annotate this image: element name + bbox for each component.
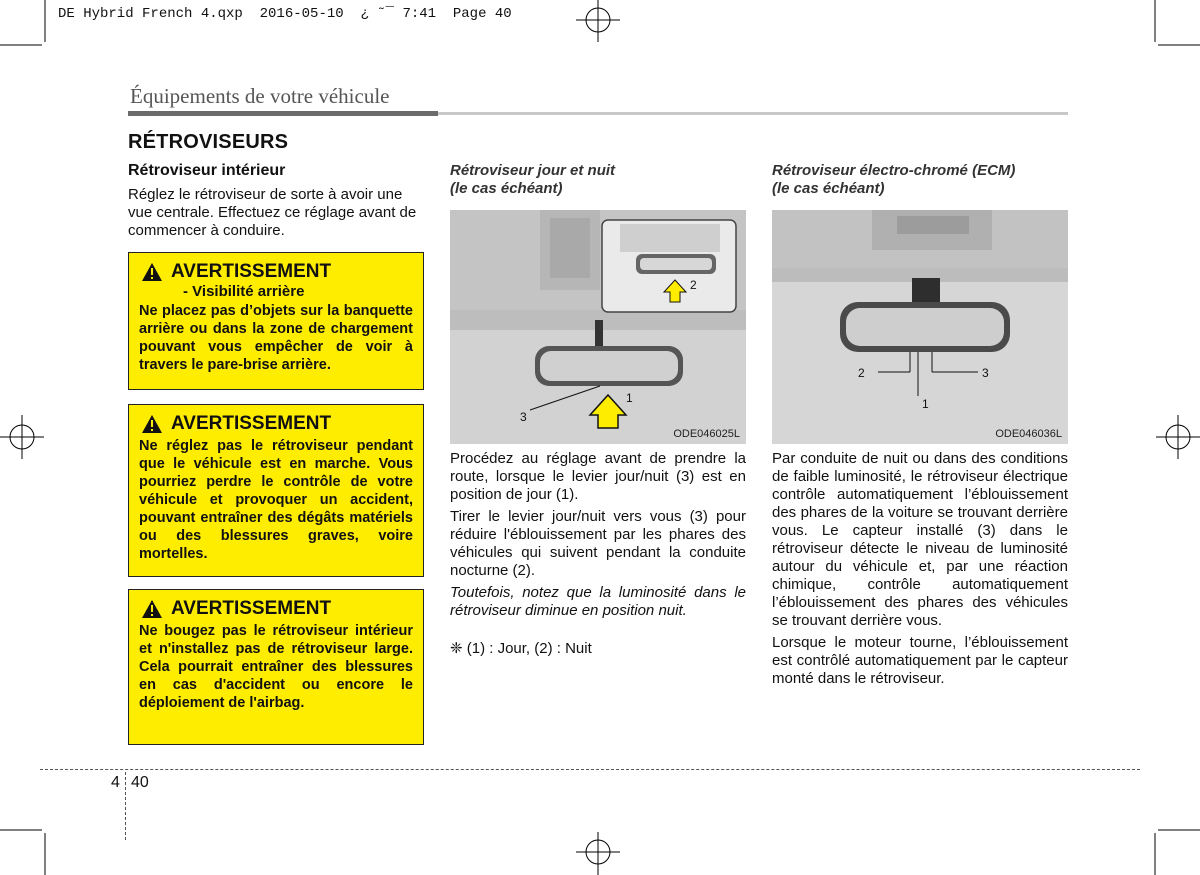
ecm-para-2: Lorsque le moteur tourne, l’éblouissement est contrôlé automatiquement par le capteur monté dans le rétroviseur.: [772, 634, 1068, 687]
warning-title-text: AVERTISSEMENT: [171, 413, 332, 434]
warning-subtitle: - Visibilité arrière: [183, 283, 305, 300]
callout-2: 2: [690, 278, 697, 292]
day-night-para-3: Toutefois, notez que la luminosité dans le rétroviseur diminue en position nuit.: [450, 584, 746, 619]
day-night-caption-line2: (le cas échéant): [450, 180, 563, 197]
callout-1: 1: [922, 397, 929, 411]
warning-icon: [141, 262, 163, 282]
day-night-mirror-figure: [450, 210, 746, 444]
interior-mirror-intro: Réglez le rétroviseur de sorte à avoir une vue centrale. Effectuez ce réglage avant de commencer à conduire.: [128, 186, 417, 239]
footer-divider: [125, 772, 126, 840]
ecm-caption-line2: (le cas échéant): [772, 180, 885, 197]
ecm-mirror-illustration: [772, 210, 1068, 444]
print-header: DE Hybrid French 4.qxp 2016-05-10 ¿ ˜¯ 7:41 Page 40: [58, 6, 512, 22]
main-heading: RÉTROVISEURS: [128, 131, 289, 153]
callout-3: 3: [520, 410, 527, 424]
warning-box-rear-visibility: [128, 252, 424, 390]
callout-1: 1: [626, 391, 633, 405]
callout-2: 2: [858, 366, 865, 380]
ecm-para-1: Par conduite de nuit ou dans des conditions de faible luminosité, le rétroviseur électrique contrôle automatiquement l’éblouissement des phares de la voiture se trouvant derrière vous. Le capteur installé (3) dans le rétroviseur détecte le niveau de luminosité autour du véhicule et, par une réaction chimique, contrôle automatiquement l’éblouissement des phares des véhicules se trouvant derrière vous.: [772, 450, 1068, 629]
warning-body: Ne placez pas d’objets sur la banquette arrière ou dans la zone de chargement pouvant vous empêcher de voir à travers le pare-brise arrière.: [139, 303, 413, 373]
warning-box-adjust-while-driving: [128, 404, 424, 577]
section-title: Équipements de votre véhicule: [130, 84, 390, 108]
header-rule-accent: [128, 111, 438, 116]
ecm-caption-line1: Rétroviseur électro-chromé (ECM): [772, 162, 1016, 179]
day-night-para-1: Procédez au réglage avant de prendre la route, lorsque le levier jour/nuit (3) est en position de jour (1).: [450, 450, 746, 503]
figure-code: ODE046036L: [995, 428, 1062, 440]
day-night-caption-line1: Rétroviseur jour et nuit: [450, 162, 616, 179]
figure-code: ODE046025L: [673, 428, 740, 440]
warning-title-text: AVERTISSEMENT: [171, 261, 332, 282]
warning-box-no-wide-mirror: [128, 589, 424, 745]
day-night-mirror-illustration: [450, 210, 746, 444]
warning-body: Ne réglez pas le rétroviseur pendant que le véhicule est en marche. Vous pourriez perdre le contrôle de votre véhicule et provoquer un accident, pouvant entraîner des dégâts matériels ou des blessures graves, voire mortelles.: [139, 438, 413, 562]
day-night-caption: [450, 162, 750, 198]
section-number: 4: [111, 774, 120, 791]
warning-title: [141, 413, 413, 435]
callout-3: 3: [982, 366, 989, 380]
day-night-note: ❈ (1) : Jour, (2) : Nuit: [450, 640, 592, 657]
ecm-text: [772, 450, 1068, 692]
page-number: 40: [131, 774, 149, 791]
warning-icon: [141, 599, 163, 619]
warning-title-text: AVERTISSEMENT: [171, 598, 332, 619]
warning-title: [141, 261, 413, 283]
interior-mirror-heading: Rétroviseur intérieur: [128, 162, 286, 179]
ecm-mirror-figure: [772, 210, 1068, 444]
footer-rule: [40, 769, 1140, 770]
warning-body: Ne bougez pas le rétroviseur intérieur et n'installez pas de rétroviseur large. Cela pourrait entraîner des blessures en cas d'accident ou encore le déploiement de l'airbag.: [139, 623, 413, 711]
warning-icon: [141, 414, 163, 434]
ecm-caption: [772, 162, 1072, 198]
warning-title: [141, 598, 413, 620]
day-night-text: [450, 450, 746, 662]
day-night-para-2: Tirer le levier jour/nuit vers vous (3) pour réduire l'éblouissement par les phares des véhicules qui suivent pendant la conduite nocturne (2).: [450, 508, 746, 579]
